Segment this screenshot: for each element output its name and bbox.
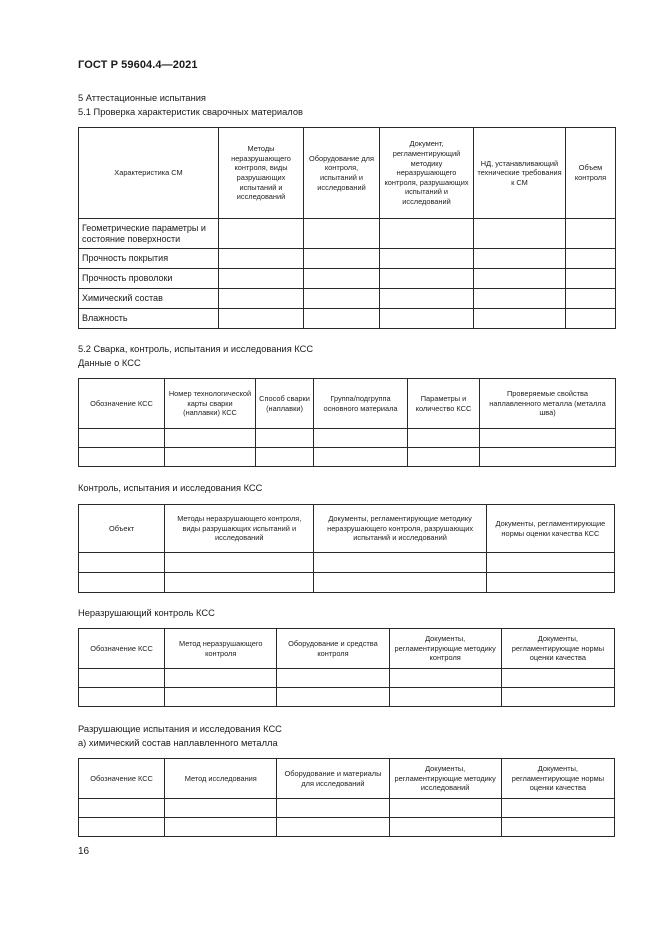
table-row <box>79 269 616 289</box>
table-row <box>79 573 615 593</box>
table-header-row <box>79 379 616 429</box>
table-cell <box>380 249 474 269</box>
table-cell <box>501 669 614 688</box>
table-cell <box>314 448 408 467</box>
table-kss-ndt <box>78 628 615 707</box>
row-label: Химический состав <box>79 289 219 309</box>
table-cell <box>79 818 165 837</box>
table-cell <box>474 249 566 269</box>
table-cell <box>566 219 616 249</box>
header-cell: Оборудование и средства контроля <box>277 629 389 669</box>
header-cell: Методы неразрушающего контроля, виды разрушающих испытаний и исследований <box>219 128 304 219</box>
table-cell <box>165 818 277 837</box>
table-cell <box>474 309 566 329</box>
table-cell <box>219 219 304 249</box>
header-cell: Характеристика СМ <box>79 128 219 219</box>
header-cell: Документ, регламентирующий методику неразрушающего контроля, разрушающих испытаний и исследований <box>380 128 474 219</box>
header-cell: Параметры и количество КСС <box>408 379 480 429</box>
kss-data-label: Данные о КСС <box>78 358 141 368</box>
row-label: Влажность <box>79 309 219 329</box>
table-cell <box>79 553 165 573</box>
table-cell <box>79 429 165 448</box>
table-cell <box>79 799 165 818</box>
table-cell <box>219 269 304 289</box>
table-header-row <box>79 128 616 219</box>
header-cell: Номер технологической карты сварки (наплавки) КСС <box>165 379 256 429</box>
table-cell <box>480 448 616 467</box>
table-cell <box>380 289 474 309</box>
table-cell <box>219 289 304 309</box>
table-cell <box>408 429 480 448</box>
table-row <box>79 219 616 249</box>
table-cell <box>389 799 501 818</box>
table-cell <box>408 448 480 467</box>
table-cell <box>474 219 566 249</box>
table-cell <box>304 249 380 269</box>
table-kss-data <box>78 378 616 467</box>
header-cell: Объект <box>79 505 165 553</box>
section-title: 5 Аттестационные испытания <box>78 93 206 103</box>
table-cell <box>314 573 486 593</box>
ndt-label: Неразрушающий контроль КСС <box>78 608 215 618</box>
table-cell <box>380 269 474 289</box>
table-cell <box>256 429 314 448</box>
table-chem-composition <box>78 758 615 837</box>
table-cell <box>501 799 614 818</box>
header-cell: Документы, регламентирующие методику исследований <box>389 759 501 799</box>
table-row <box>79 309 616 329</box>
table-cell <box>501 818 614 837</box>
table-cell <box>304 309 380 329</box>
table-cell <box>277 688 389 707</box>
table-cell <box>380 219 474 249</box>
table-row <box>79 799 615 818</box>
table-cell <box>304 289 380 309</box>
header-cell: НД, устанавливающий технические требования к СМ <box>474 128 566 219</box>
table-cell <box>165 799 277 818</box>
table-cell <box>380 309 474 329</box>
header-cell: Объем контроля <box>566 128 616 219</box>
table-cell <box>486 553 614 573</box>
document-header: ГОСТ Р 59604.4—2021 <box>78 59 198 71</box>
table-cell <box>165 688 277 707</box>
header-cell: Обозначение КСС <box>79 629 165 669</box>
table-cell <box>566 269 616 289</box>
row-label: Геометрические параметры и состояние поверхности <box>79 219 219 249</box>
table-cell <box>474 269 566 289</box>
table-cell <box>165 553 314 573</box>
header-cell: Группа/подгруппа основного материала <box>314 379 408 429</box>
table-cell <box>79 688 165 707</box>
table-header-row <box>79 505 615 553</box>
table-cell <box>277 818 389 837</box>
table-row <box>79 553 615 573</box>
header-cell: Документы, регламентирующие нормы оценки качества <box>501 629 614 669</box>
table-cell <box>480 429 616 448</box>
table-welding-materials <box>78 127 616 329</box>
table-cell <box>219 309 304 329</box>
header-cell: Документы, регламентирующие нормы оценки качества КСС <box>486 505 614 553</box>
table-cell <box>165 573 314 593</box>
table-cell <box>304 269 380 289</box>
header-cell: Метод исследования <box>165 759 277 799</box>
row-label: Прочность проволоки <box>79 269 219 289</box>
table-cell <box>389 818 501 837</box>
table-cell <box>219 249 304 269</box>
header-cell: Документы, регламентирующие методику неразрушающего контроля, разрушающих испытаний и исследований <box>314 505 486 553</box>
table-cell <box>566 289 616 309</box>
header-cell: Документы, регламентирующие методику контроля <box>389 629 501 669</box>
table-row <box>79 669 615 688</box>
table-cell <box>165 669 277 688</box>
table-cell <box>79 573 165 593</box>
header-cell: Обозначение КСС <box>79 759 165 799</box>
table-cell <box>474 289 566 309</box>
table-header-row <box>79 759 615 799</box>
row-label: Прочность покрытия <box>79 249 219 269</box>
table-row <box>79 289 616 309</box>
subsection-5-1-title: 5.1 Проверка характеристик сварочных материалов <box>78 107 303 117</box>
header-cell: Оборудование и материалы для исследований <box>277 759 389 799</box>
table-cell <box>277 799 389 818</box>
header-cell: Способ сварки (наплавки) <box>256 379 314 429</box>
table-cell <box>304 219 380 249</box>
table-cell <box>79 669 165 688</box>
table-cell <box>486 573 614 593</box>
page-number: 16 <box>78 846 90 857</box>
table-cell <box>566 309 616 329</box>
chem-composition-label: а) химический состав наплавленного металла <box>78 738 278 748</box>
table-row <box>79 429 616 448</box>
table-row <box>79 249 616 269</box>
table-cell <box>314 429 408 448</box>
table-row <box>79 688 615 707</box>
table-cell <box>256 448 314 467</box>
header-cell: Метод неразрушающего контроля <box>165 629 277 669</box>
table-cell <box>501 688 614 707</box>
subsection-5-2-title: 5.2 Сварка, контроль, испытания и исследования КСС <box>78 344 314 354</box>
table-kss-control <box>78 504 615 593</box>
table-cell <box>165 429 256 448</box>
header-cell: Документы, регламентирующие нормы оценки качества <box>501 759 614 799</box>
table-cell <box>79 448 165 467</box>
table-row <box>79 818 615 837</box>
control-label: Контроль, испытания и исследования КСС <box>78 483 263 493</box>
header-cell: Проверяемые свойства наплавленного металла (металла шва) <box>480 379 616 429</box>
table-cell <box>389 688 501 707</box>
table-cell <box>389 669 501 688</box>
table-cell <box>566 249 616 269</box>
table-cell <box>165 448 256 467</box>
destructive-label: Разрушающие испытания и исследования КСС <box>78 724 282 734</box>
header-cell: Методы неразрушающего контроля, виды разрушающих испытаний и исследований <box>165 505 314 553</box>
table-header-row <box>79 629 615 669</box>
header-cell: Оборудование для контроля, испытаний и исследований <box>304 128 380 219</box>
table-row <box>79 448 616 467</box>
header-cell: Обозначение КСС <box>79 379 165 429</box>
table-cell <box>277 669 389 688</box>
table-cell <box>314 553 486 573</box>
